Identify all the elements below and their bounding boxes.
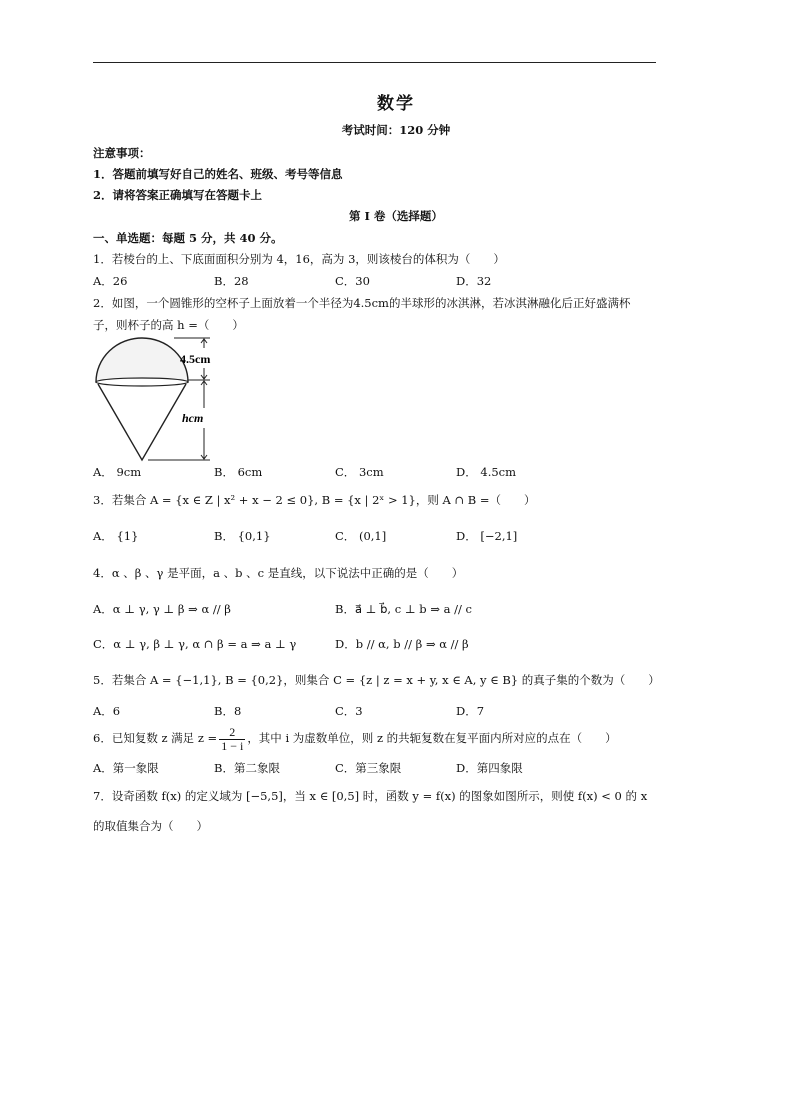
question-5-stem: 5．若集合 A = {−1,1}, B = {0,2}，则集合 C = {z | z = x + y, x ∈ A, y ∈ B} 的真子集的个数为（ ） bbox=[93, 673, 660, 687]
question-6-stem-suffix: ，其中 i 为虚数单位，则 z 的共轭复数在复平面内所对应的点在（ ） bbox=[247, 731, 617, 745]
question-7-stem-line-1: 7．设奇函数 f(x) 的定义域为 [−5,5]，当 x ∈ [0,5] 时，函数 y = f(x) 的图象如图所示，则使 f(x) < 0 的 x bbox=[93, 789, 648, 803]
question-4-option-c: C．α ⊥ γ, β ⊥ γ, α ∩ β = a ⇒ a ⊥ γ bbox=[93, 637, 297, 651]
question-1-option-d: D．32 bbox=[456, 274, 492, 288]
question-1-option-c: C．30 bbox=[335, 274, 370, 288]
note-item-1: 1．答题前填写好自己的姓名、班级、考号等信息 bbox=[93, 167, 343, 181]
question-6-option-c: C．第三象限 bbox=[335, 761, 402, 775]
exam-time: 考试时间：120 分钟 bbox=[341, 123, 451, 137]
question-6-fraction bbox=[219, 726, 245, 753]
question-1-stem: 1．若棱台的上、下底面面积分别为 4，16，高为 3，则该棱台的体积为（ ） bbox=[93, 252, 505, 266]
question-5-option-a: A．6 bbox=[93, 704, 121, 718]
question-6-option-a: A．第一象限 bbox=[93, 761, 159, 775]
question-5-option-b: B．8 bbox=[214, 704, 242, 718]
page-title: 数学 bbox=[377, 94, 415, 114]
question-5-option-c: C．3 bbox=[335, 704, 363, 718]
question-3-option-a: A． {1} bbox=[93, 529, 139, 543]
figure-label-height: hcm bbox=[182, 411, 204, 425]
question-2-stem-line-1: 2．如图，一个圆锥形的空杯子上面放着一个半径为4.5cm的半球形的冰淇淋，若冰淇淋融化后正好盛满杯 bbox=[93, 296, 631, 310]
question-3-option-c: C． (0,1] bbox=[335, 529, 387, 543]
notes-heading: 注意事项： bbox=[93, 146, 151, 160]
question-2-option-a: A． 9cm bbox=[93, 465, 142, 479]
question-5-option-d: D．7 bbox=[456, 704, 485, 718]
question-3-stem: 3．若集合 A = {x ∈ Z | x² + x − 2 ≤ 0}, B = {x | 2ˣ > 1}，则 A ∩ B =（ ） bbox=[93, 493, 536, 507]
fraction-denominator: 1 − i bbox=[221, 738, 244, 753]
question-3-option-b: B． {0,1} bbox=[214, 529, 271, 543]
figure-label-radius: 4.5cm bbox=[180, 352, 211, 366]
question-6-option-b: B．第二象限 bbox=[214, 761, 280, 775]
question-7-stem-line-2: 的取值集合为（ ） bbox=[93, 819, 208, 833]
question-1-option-a: A．26 bbox=[93, 274, 128, 288]
question-1-option-b: B．28 bbox=[214, 274, 249, 288]
question-6-stem-prefix: 6．已知复数 z 满足 z = bbox=[93, 731, 218, 745]
note-item-2: 2．请将答案正确填写在答题卡上 bbox=[93, 188, 262, 202]
question-3-option-d: D． [−2,1] bbox=[456, 529, 518, 543]
section-title: 第 I 卷（选择题） bbox=[349, 209, 443, 223]
question-2-option-c: C． 3cm bbox=[335, 465, 384, 479]
question-2-option-b: B． 6cm bbox=[214, 465, 263, 479]
header-rule bbox=[93, 62, 656, 63]
part-title: 一、单选题：每题 5 分，共 40 分。 bbox=[93, 231, 283, 245]
question-4-option-b: B．a⃗ ⊥ b⃗, c ⊥ b ⇒ a // c bbox=[335, 602, 472, 616]
question-4-option-a: A．α ⊥ γ, γ ⊥ β ⇒ α // β bbox=[93, 602, 231, 616]
question-6-stem bbox=[93, 724, 617, 753]
question-2-stem-line-2: 子，则杯子的高 h =（ ） bbox=[93, 318, 244, 332]
question-6-option-d: D．第四象限 bbox=[456, 761, 523, 775]
cone-icecream-figure bbox=[92, 336, 222, 464]
question-2-option-d: D． 4.5cm bbox=[456, 465, 517, 479]
fraction-numerator: 2 bbox=[219, 726, 245, 740]
question-4-stem: 4．α 、β 、γ 是平面，a 、b 、c 是直线，以下说法中正确的是（ ） bbox=[93, 566, 464, 580]
question-4-option-d: D．b // α, b // β ⇒ α // β bbox=[335, 637, 469, 651]
